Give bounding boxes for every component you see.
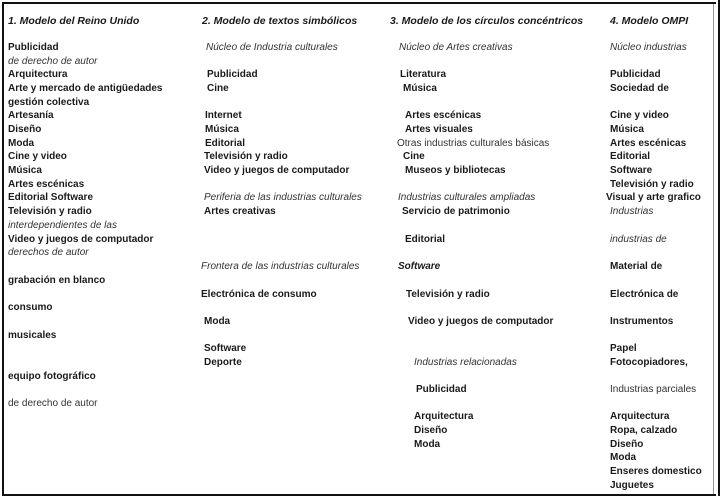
list-item: Moda [204,316,231,327]
list-item: Televisión y radio [8,206,92,217]
list-item: Industrias relacionadas [414,357,517,368]
list-item: Otras industrias culturales básicas [397,138,550,149]
list-item: Núcleo de Artes creativas [399,42,513,53]
column-title-concentric-circles-model: 3. Modelo de los círculos concéntricos [390,15,584,27]
list-item: Artes escénicas [405,110,482,121]
list-item: Internet [205,110,242,121]
list-item: Museos y bibliotecas [405,165,506,176]
list-item: Música [610,124,644,135]
list-item: Arquitectura [610,411,670,422]
list-item: Publicidad [8,42,59,53]
list-item: Deporte [204,357,242,368]
list-item: Música [8,165,42,176]
list-item: Editorial Software [8,192,94,203]
list-item: Música [205,124,239,135]
list-item: Moda [8,138,35,149]
list-item: Publicidad [207,69,258,80]
column-title-symbolic-texts-model: 2. Modelo de textos simbólicos [202,15,358,27]
list-item: Video y juegos de computador [204,165,350,176]
list-item: Artes escénicas [8,179,85,190]
list-item: Editorial [205,138,246,149]
list-item: equipo fotográfico [8,371,96,382]
list-item: Artes visuales [405,124,473,135]
list-item: de derecho de autor [8,56,98,67]
list-item: Cine y video [610,110,669,121]
document-frame [2,2,716,496]
list-item: Cine y video [8,151,67,162]
list-item: Moda [610,452,637,463]
list-item: Diseño [8,124,42,135]
list-item: Periferia de las industrias culturales [204,192,362,203]
list-item: Industrias [610,206,654,217]
list-item: grabación en blanco [8,275,106,286]
list-item: Video y juegos de computador [8,234,154,245]
list-item: Juguetes [610,480,654,491]
list-item: Diseño [414,425,448,436]
list-item: Papel [610,343,637,354]
list-item: Visual y arte grafico [606,192,701,203]
list-item: Sociedad de [610,83,669,94]
right-margin-line [713,4,714,494]
list-item: Moda [414,439,441,450]
list-item: gestión colectiva [8,97,90,108]
list-item: Publicidad [610,69,661,80]
column-title-uk-model: 1. Modelo del Reino Unido [8,15,140,27]
list-item: Ropa, calzado [610,425,678,436]
list-item: Industrias parciales [610,384,697,395]
list-item: Arquitectura [414,411,474,422]
list-item: Industrias culturales ampliadas [398,192,536,203]
list-item: Software [204,343,247,354]
list-item: Editorial [610,151,651,162]
list-item: Núcleo industrias [610,42,687,53]
list-item: Cine [207,83,229,94]
list-item: Artesanía [8,110,54,121]
list-item: Material de [610,261,663,272]
list-item: Servicio de patrimonio [402,206,510,217]
list-item: Enseres domestico [610,466,702,477]
column-title-wipo-model: 4. Modelo OMPI [610,15,689,27]
list-item: Fotocopiadores, [610,357,688,368]
list-item: Video y juegos de computador [408,316,554,327]
list-item: Software [610,165,653,176]
list-item: Literatura [400,69,447,80]
list-item: Instrumentos [610,316,674,327]
list-item: Publicidad [416,384,467,395]
list-item: consumo [8,302,53,313]
list-item: Electrónica de consumo [201,289,317,300]
list-item: industrias de [610,234,667,245]
list-item: de derecho de autor [8,398,98,409]
list-item: Diseño [610,439,644,450]
list-item: Artes creativas [204,206,276,217]
list-item: interdependientes de las [8,220,117,231]
list-item: Televisión y radio [610,179,694,190]
list-item: Software [398,261,441,272]
right-border-line [718,0,720,496]
list-item: Televisión y radio [204,151,288,162]
list-item: Artes escénicas [610,138,687,149]
list-item: Electrónica de [610,289,679,300]
list-item: derechos de autor [8,247,89,258]
list-item: Arquitectura [8,69,68,80]
list-item: musicales [8,330,57,341]
list-item: Núcleo de Industria culturales [206,42,338,53]
list-item: Arte y mercado de antigüedades [8,83,163,94]
list-item: Editorial [405,234,446,245]
list-item: Televisión y radio [406,289,490,300]
list-item: Cine [403,151,425,162]
list-item: Música [403,83,437,94]
list-item: Frontera de las industrias culturales [201,261,360,272]
